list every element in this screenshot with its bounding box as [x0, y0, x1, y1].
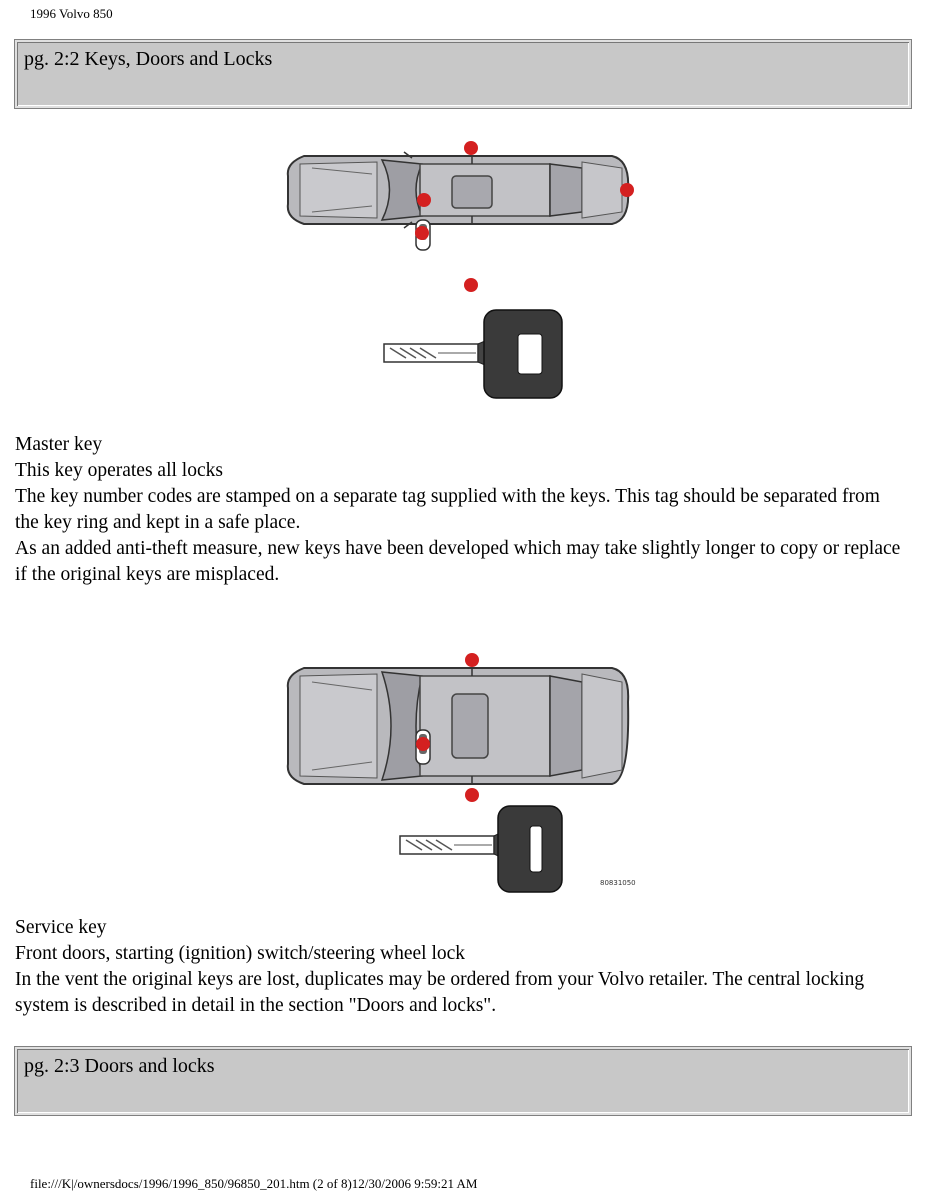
master-key-line-2: The key number codes are stamped on a separate tag supplied with the keys. This tag should be separated from the key ring and kept in a safe place.	[15, 486, 880, 533]
figure-code-label: 80831050	[600, 879, 636, 887]
master-key-description	[15, 432, 905, 588]
lock-marker-right-front-door	[465, 788, 479, 802]
lock-marker-left-front-door	[465, 653, 479, 667]
car-top-view	[288, 152, 628, 250]
master-key-line-3: As an added anti-theft measure, new keys have been developed which may take slightly longer to copy or replace if the original keys are misplaced.	[15, 538, 901, 585]
lock-marker-left-front-door	[464, 141, 478, 155]
section-heading: pg. 2:3 Doors and locks	[24, 1055, 215, 1077]
master-key-figure	[282, 138, 638, 406]
footer-file-path: file:///K|/ownersdocs/1996/1996_850/96850_201.htm (2 of 8)12/30/2006 9:59:21 AM	[30, 1176, 478, 1191]
service-key-figure	[282, 650, 644, 900]
service-key-line-2: In the vent the original keys are lost, duplicates may be ordered from your Volvo retailer. The central locking system is described in detail in the section "Doors and locks".	[15, 969, 865, 1016]
lock-marker-glovebox	[417, 193, 431, 207]
section-heading: pg. 2:2 Keys, Doors and Locks	[24, 48, 273, 70]
section-header-keys-doors-locks	[15, 40, 911, 108]
master-key-icon	[384, 310, 562, 398]
lock-marker-ignition	[415, 226, 429, 240]
master-key-title: Master key	[15, 434, 103, 455]
service-key-icon	[400, 806, 562, 892]
service-key-description	[15, 915, 905, 1019]
lock-marker-ignition	[416, 737, 430, 751]
document-title: 1996 Volvo 850	[30, 6, 113, 21]
car-top-view	[288, 668, 628, 784]
section-header-doors-locks	[15, 1047, 911, 1115]
lock-marker-trunk	[620, 183, 634, 197]
service-key-line-1: Front doors, starting (ignition) switch/steering wheel lock	[15, 943, 466, 964]
master-key-line-1: This key operates all locks	[15, 460, 223, 481]
lock-marker-right-front-door	[464, 278, 478, 292]
service-key-title: Service key	[15, 917, 107, 938]
